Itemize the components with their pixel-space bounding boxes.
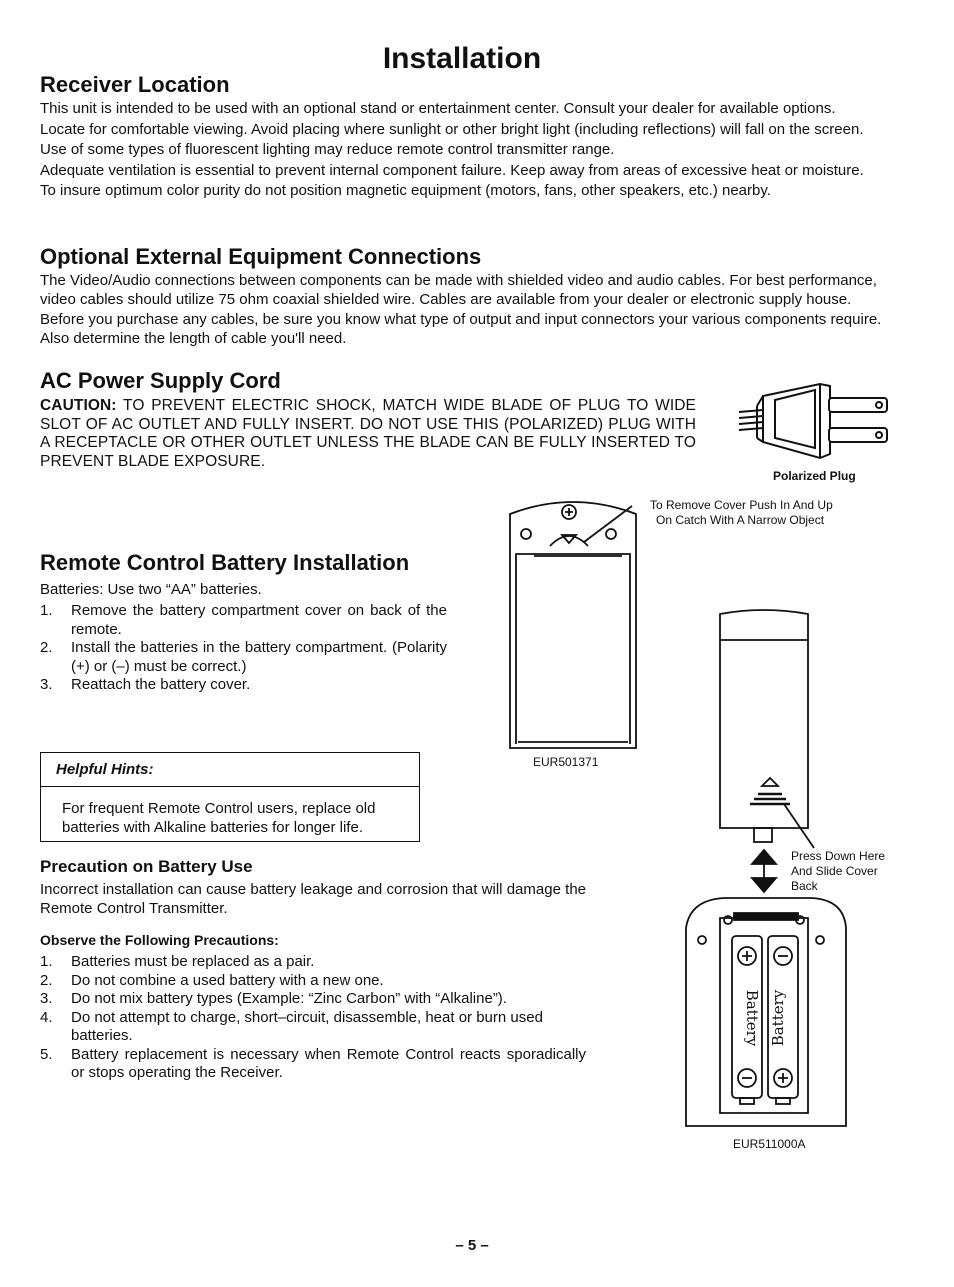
list-item xyxy=(40,1046,586,1083)
list-item xyxy=(40,990,586,1009)
caution-label: CAUTION: xyxy=(40,397,117,414)
receiver-paragraph: Adequate ventilation is essential to prevent internal component failure. Keep away from areas of excessive heat or moisture. xyxy=(40,161,864,179)
item-number: 4. xyxy=(40,1008,53,1026)
receiver-location-text xyxy=(40,100,906,201)
external-connections-text xyxy=(40,272,906,348)
step-number: 1. xyxy=(40,602,53,619)
precaution-subheading: Observe the Following Precautions: xyxy=(40,932,279,948)
receiver-location-heading: Receiver Location xyxy=(40,72,230,97)
ac-power-heading: AC Power Supply Cord xyxy=(40,368,281,393)
press-note-line: Press Down Here xyxy=(791,849,886,863)
helpful-hints-title: Helpful Hints: xyxy=(41,753,419,787)
external-paragraph: Before you purchase any cables, be sure you know what type of output and input connectors your various components require. Also determine the length of cable you'll need. xyxy=(40,311,882,347)
item-text: Do not mix battery types (Example: “Zinc Carbon” with “Alkaline”). xyxy=(71,990,507,1007)
battery-label: Battery xyxy=(743,989,761,1047)
polarized-plug-icon xyxy=(735,376,895,466)
press-down-note xyxy=(791,849,903,894)
remote-battery-heading: Remote Control Battery Installation xyxy=(40,550,410,575)
page-number: – 5 – xyxy=(455,1237,489,1254)
step-text: Remove the battery compartment cover on back of the remote. xyxy=(71,602,447,638)
list-item xyxy=(40,1009,586,1046)
receiver-paragraph: This unit is intended to be used with an optional stand or entertainment center. Consult your dealer for available options. xyxy=(40,100,836,117)
list-item xyxy=(40,953,586,972)
cover-removal-note xyxy=(650,498,833,528)
caution-body: TO PREVENT ELECTRIC SHOCK, MATCH WIDE BLADE OF PLUG TO WIDE SLOT OF AC OUTLET AND FULLY INSERT. DO NOT USE THIS (POLARIZED) PLUG WITH A RECEPTACLE OR OTHER OUTLET UNLESS THE BLADE CAN BE FULLY INSERTED TO PREVENT BLADE EXPOSURE. xyxy=(40,397,696,470)
receiver-paragraph: Locate for comfortable viewing. Avoid placing where sunlight or other bright light (including reflections) will fall on the screen. xyxy=(40,120,864,138)
remote-battery-intro: Batteries: Use two “AA” batteries. xyxy=(40,581,262,598)
step-number: 3. xyxy=(40,676,53,693)
list-item xyxy=(40,676,447,695)
press-note-line: Back xyxy=(791,879,818,893)
precaution-list xyxy=(40,953,586,1083)
external-paragraph: The Video/Audio connections between components can be made with shielded video and audio cables. For best performance, video cables should utilize 75 ohm coaxial shielded wire. Cables are available from your dealer or electronic supply house. xyxy=(40,272,877,308)
page-title: Installation xyxy=(382,42,542,75)
cover-note-line: To Remove Cover Push In And Up xyxy=(650,498,833,512)
item-number: 1. xyxy=(40,953,53,970)
item-text: Battery replacement is necessary when Remote Control reacts sporadically or stops operating the Receiver. xyxy=(71,1045,586,1081)
helpful-hints-text: For frequent Remote Control users, replace old batteries with Alkaline batteries for longer life. xyxy=(62,800,376,836)
list-item xyxy=(40,972,586,991)
helpful-hints-box xyxy=(40,752,420,842)
ac-caution-text xyxy=(40,397,696,471)
figure-code: EUR511000A xyxy=(733,1137,806,1151)
precaution-heading: Precaution on Battery Use xyxy=(40,857,253,876)
step-text: Install the batteries in the battery compartment. (Polarity (+) or (–) must be correct.) xyxy=(71,639,447,675)
step-number: 2. xyxy=(40,639,53,656)
item-text: Do not combine a used battery with a new one. xyxy=(71,971,384,989)
item-text: Do not attempt to charge, short–circuit, disassemble, heat or burn used batteries. xyxy=(71,1008,543,1044)
receiver-paragraph: To insure optimum color purity do not position magnetic equipment (motors, fans, other speakers, etc.) nearby. xyxy=(40,182,771,199)
item-text: Batteries must be replaced as a pair. xyxy=(71,953,315,970)
item-number: 5. xyxy=(40,1045,53,1063)
receiver-paragraph: Use of some types of fluorescent lighting may reduce remote control transmitter range. xyxy=(40,141,615,158)
remote-cover-illustration xyxy=(498,494,648,754)
precaution-paragraph: Incorrect installation can cause battery leakage and corrosion that will damage the Remote Control Transmitter. xyxy=(40,881,586,917)
figure-code: EUR501371 xyxy=(533,755,599,769)
external-connections-heading: Optional External Equipment Connections xyxy=(40,244,482,269)
cover-note-line: On Catch With A Narrow Object xyxy=(656,513,825,527)
remote-battery-steps xyxy=(40,602,447,695)
battery-label: Battery xyxy=(769,989,787,1047)
step-text: Reattach the battery cover. xyxy=(71,676,251,693)
list-item xyxy=(40,639,447,676)
item-number: 2. xyxy=(40,971,53,989)
plug-caption: Polarized Plug xyxy=(773,469,856,483)
press-note-line: And Slide Cover xyxy=(791,864,878,878)
item-number: 3. xyxy=(40,990,53,1007)
list-item xyxy=(40,602,447,639)
